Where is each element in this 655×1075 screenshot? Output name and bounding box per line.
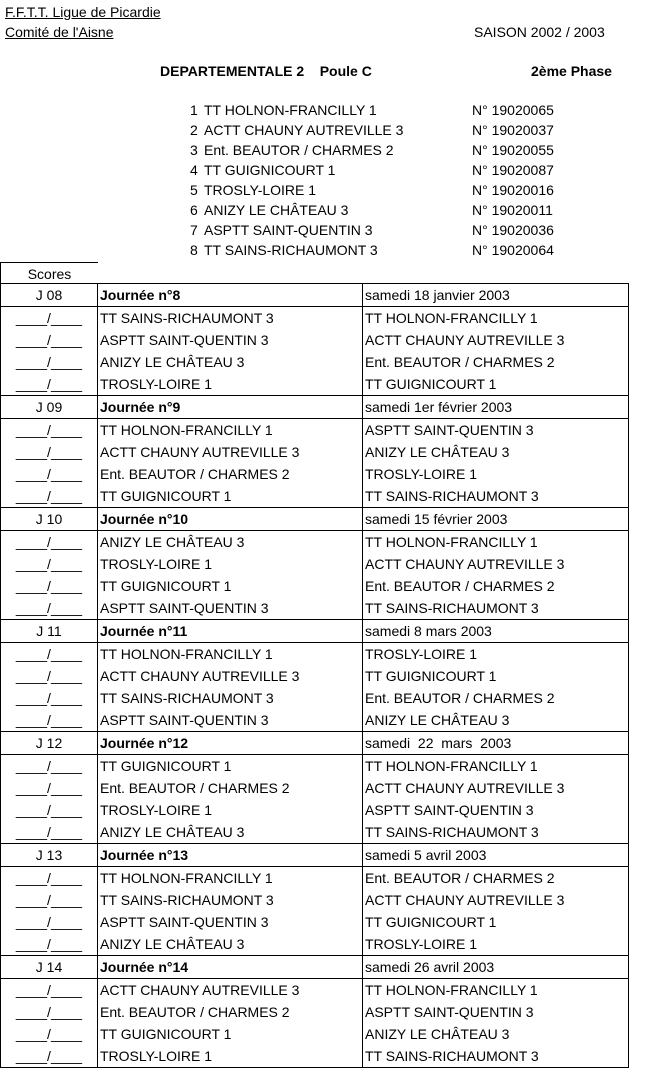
score-blank: ____/____	[1, 867, 98, 890]
match-row	[1, 709, 629, 732]
round-title: Journée n°10	[98, 508, 363, 531]
away-team: ANIZY LE CHÂTEAU 3	[363, 1023, 629, 1045]
round-code: J 08	[1, 284, 98, 307]
division-title: DEPARTEMENTALE 2 Poule C	[160, 63, 372, 79]
team-name: ANIZY LE CHÂTEAU 3	[204, 202, 349, 218]
score-blank: ____/____	[1, 329, 98, 351]
match-row	[1, 1045, 629, 1068]
home-team: TT GUIGNICOURT 1	[98, 1023, 363, 1045]
away-team: ASPTT SAINT-QUENTIN 3	[363, 419, 629, 442]
away-team: ASPTT SAINT-QUENTIN 3	[363, 799, 629, 821]
match-row	[1, 821, 629, 844]
away-team: ANIZY LE CHÂTEAU 3	[363, 441, 629, 463]
round-date: samedi 1er février 2003	[363, 396, 629, 419]
score-blank: ____/____	[1, 373, 98, 396]
round-code: J 12	[1, 732, 98, 755]
round-date: samedi 15 février 2003	[363, 508, 629, 531]
score-blank: ____/____	[1, 777, 98, 799]
score-blank: ____/____	[1, 441, 98, 463]
team-registration-number: N° 19020064	[472, 242, 554, 258]
team-entry	[190, 220, 554, 240]
round-date: samedi 8 mars 2003	[363, 620, 629, 643]
home-team: ASPTT SAINT-QUENTIN 3	[98, 329, 363, 351]
round-header-row	[1, 956, 629, 979]
match-row	[1, 911, 629, 933]
match-row	[1, 463, 629, 485]
home-team: ACTT CHAUNY AUTREVILLE 3	[98, 979, 363, 1002]
home-team: ANIZY LE CHÂTEAU 3	[98, 821, 363, 844]
match-row	[1, 419, 629, 442]
home-team: TROSLY-LOIRE 1	[98, 373, 363, 396]
team-entry	[190, 140, 554, 160]
match-row	[1, 329, 629, 351]
away-team: ACTT CHAUNY AUTREVILLE 3	[363, 553, 629, 575]
match-row	[1, 485, 629, 508]
score-blank: ____/____	[1, 821, 98, 844]
team-registration-number: N° 19020011	[472, 202, 553, 218]
round-title: Journée n°8	[98, 284, 363, 307]
score-blank: ____/____	[1, 799, 98, 821]
team-entry	[190, 180, 554, 200]
home-team: ANIZY LE CHÂTEAU 3	[98, 933, 363, 956]
score-blank: ____/____	[1, 687, 98, 709]
away-team: ACTT CHAUNY AUTREVILLE 3	[363, 329, 629, 351]
home-team: Ent. BEAUTOR / CHARMES 2	[98, 463, 363, 485]
away-team: TT HOLNON-FRANCILLY 1	[363, 307, 629, 330]
match-row	[1, 1023, 629, 1045]
round-code: J 13	[1, 844, 98, 867]
home-team: TT GUIGNICOURT 1	[98, 485, 363, 508]
round-title: Journée n°9	[98, 396, 363, 419]
phase-label: 2ème Phase	[531, 63, 612, 79]
team-registration-number: N° 19020087	[472, 162, 554, 178]
team-name: TT SAINS-RICHAUMONT 3	[204, 242, 378, 258]
scores-header: Scores	[0, 262, 98, 284]
round-title: Journée n°12	[98, 732, 363, 755]
match-row	[1, 597, 629, 620]
match-row	[1, 867, 629, 890]
home-team: TT SAINS-RICHAUMONT 3	[98, 889, 363, 911]
team-entry	[190, 100, 554, 120]
team-name: Ent. BEAUTOR / CHARMES 2	[204, 142, 394, 158]
away-team: TT SAINS-RICHAUMONT 3	[363, 485, 629, 508]
match-row	[1, 643, 629, 666]
score-blank: ____/____	[1, 709, 98, 732]
match-row	[1, 1001, 629, 1023]
team-number: 7	[190, 222, 198, 238]
match-row	[1, 307, 629, 330]
round-title: Journée n°11	[98, 620, 363, 643]
team-registration-number: N° 19020036	[472, 222, 554, 238]
away-team: TT SAINS-RICHAUMONT 3	[363, 1045, 629, 1068]
match-row	[1, 441, 629, 463]
team-name: TT HOLNON-FRANCILLY 1	[204, 102, 377, 118]
round-date: samedi 26 avril 2003	[363, 956, 629, 979]
score-blank: ____/____	[1, 755, 98, 778]
score-blank: ____/____	[1, 889, 98, 911]
home-team: TROSLY-LOIRE 1	[98, 1045, 363, 1068]
team-number: 4	[190, 162, 198, 178]
score-blank: ____/____	[1, 485, 98, 508]
score-blank: ____/____	[1, 307, 98, 330]
team-registration-number: N° 19020055	[472, 142, 554, 158]
round-code: J 14	[1, 956, 98, 979]
away-team: TT HOLNON-FRANCILLY 1	[363, 979, 629, 1002]
round-title: Journée n°14	[98, 956, 363, 979]
score-blank: ____/____	[1, 419, 98, 442]
match-row	[1, 373, 629, 396]
home-team: Ent. BEAUTOR / CHARMES 2	[98, 777, 363, 799]
away-team: TT SAINS-RICHAUMONT 3	[363, 597, 629, 620]
round-header-row	[1, 732, 629, 755]
team-number: 1	[190, 102, 198, 118]
match-row	[1, 755, 629, 778]
match-row	[1, 575, 629, 597]
home-team: ANIZY LE CHÂTEAU 3	[98, 351, 363, 373]
home-team: ASPTT SAINT-QUENTIN 3	[98, 597, 363, 620]
match-row	[1, 553, 629, 575]
home-team: Ent. BEAUTOR / CHARMES 2	[98, 1001, 363, 1023]
away-team: ANIZY LE CHÂTEAU 3	[363, 709, 629, 732]
home-team: ASPTT SAINT-QUENTIN 3	[98, 911, 363, 933]
round-date: samedi 18 janvier 2003	[363, 284, 629, 307]
team-entry	[190, 160, 554, 180]
score-blank: ____/____	[1, 1045, 98, 1068]
home-team: ASPTT SAINT-QUENTIN 3	[98, 709, 363, 732]
home-team: ACTT CHAUNY AUTREVILLE 3	[98, 665, 363, 687]
home-team: ACTT CHAUNY AUTREVILLE 3	[98, 441, 363, 463]
home-team: TT HOLNON-FRANCILLY 1	[98, 867, 363, 890]
home-team: TROSLY-LOIRE 1	[98, 799, 363, 821]
round-title: Journée n°13	[98, 844, 363, 867]
away-team: Ent. BEAUTOR / CHARMES 2	[363, 867, 629, 890]
team-registration-number: N° 19020037	[472, 122, 554, 138]
team-number: 3	[190, 142, 198, 158]
score-blank: ____/____	[1, 597, 98, 620]
team-number: 8	[190, 242, 198, 258]
schedule-table	[0, 283, 629, 1068]
score-blank: ____/____	[1, 1023, 98, 1045]
federation-title: F.F.T.T. Ligue de Picardie	[5, 4, 161, 20]
match-row	[1, 979, 629, 1002]
away-team: TROSLY-LOIRE 1	[363, 463, 629, 485]
team-registration-number: N° 19020016	[472, 182, 554, 198]
match-row	[1, 799, 629, 821]
home-team: ANIZY LE CHÂTEAU 3	[98, 531, 363, 554]
away-team: Ent. BEAUTOR / CHARMES 2	[363, 687, 629, 709]
home-team: TT SAINS-RICHAUMONT 3	[98, 687, 363, 709]
away-team: ASPTT SAINT-QUENTIN 3	[363, 1001, 629, 1023]
away-team: Ent. BEAUTOR / CHARMES 2	[363, 351, 629, 373]
away-team: TT GUIGNICOURT 1	[363, 373, 629, 396]
round-code: J 09	[1, 396, 98, 419]
match-row	[1, 687, 629, 709]
round-header-row	[1, 396, 629, 419]
score-blank: ____/____	[1, 911, 98, 933]
team-registration-number: N° 19020065	[472, 102, 554, 118]
match-row	[1, 351, 629, 373]
away-team: TT HOLNON-FRANCILLY 1	[363, 755, 629, 778]
round-date: samedi 5 avril 2003	[363, 844, 629, 867]
away-team: TT SAINS-RICHAUMONT 3	[363, 821, 629, 844]
round-header-row	[1, 284, 629, 307]
home-team: TT GUIGNICOURT 1	[98, 755, 363, 778]
away-team: ACTT CHAUNY AUTREVILLE 3	[363, 777, 629, 799]
match-row	[1, 933, 629, 956]
season-label: SAISON 2002 / 2003	[474, 24, 605, 40]
round-code: J 10	[1, 508, 98, 531]
home-team: TROSLY-LOIRE 1	[98, 553, 363, 575]
team-entry	[190, 240, 554, 260]
away-team: TT GUIGNICOURT 1	[363, 665, 629, 687]
match-row	[1, 777, 629, 799]
home-team: TT SAINS-RICHAUMONT 3	[98, 307, 363, 330]
score-blank: ____/____	[1, 351, 98, 373]
team-entry	[190, 200, 553, 220]
team-name: ASPTT SAINT-QUENTIN 3	[204, 222, 373, 238]
score-blank: ____/____	[1, 665, 98, 687]
round-date: samedi 22 mars 2003	[363, 732, 629, 755]
away-team: TROSLY-LOIRE 1	[363, 643, 629, 666]
team-name: TT GUIGNICOURT 1	[204, 162, 336, 178]
score-blank: ____/____	[1, 463, 98, 485]
team-name: TROSLY-LOIRE 1	[204, 182, 317, 198]
team-entry	[190, 120, 554, 140]
score-blank: ____/____	[1, 531, 98, 554]
score-blank: ____/____	[1, 575, 98, 597]
match-row	[1, 889, 629, 911]
home-team: TT HOLNON-FRANCILLY 1	[98, 643, 363, 666]
score-blank: ____/____	[1, 1001, 98, 1023]
match-row	[1, 665, 629, 687]
score-blank: ____/____	[1, 643, 98, 666]
away-team: TROSLY-LOIRE 1	[363, 933, 629, 956]
home-team: TT GUIGNICOURT 1	[98, 575, 363, 597]
round-code: J 11	[1, 620, 98, 643]
team-number: 5	[190, 182, 198, 198]
away-team: TT HOLNON-FRANCILLY 1	[363, 531, 629, 554]
team-number: 6	[190, 202, 198, 218]
away-team: TT GUIGNICOURT 1	[363, 911, 629, 933]
away-team: ACTT CHAUNY AUTREVILLE 3	[363, 889, 629, 911]
team-name: ACTT CHAUNY AUTREVILLE 3	[204, 122, 404, 138]
round-header-row	[1, 620, 629, 643]
score-blank: ____/____	[1, 553, 98, 575]
score-blank: ____/____	[1, 933, 98, 956]
home-team: TT HOLNON-FRANCILLY 1	[98, 419, 363, 442]
match-row	[1, 531, 629, 554]
round-header-row	[1, 508, 629, 531]
score-blank: ____/____	[1, 979, 98, 1002]
committee-title: Comité de l'Aisne	[5, 24, 114, 40]
team-number: 2	[190, 122, 198, 138]
away-team: Ent. BEAUTOR / CHARMES 2	[363, 575, 629, 597]
round-header-row	[1, 844, 629, 867]
